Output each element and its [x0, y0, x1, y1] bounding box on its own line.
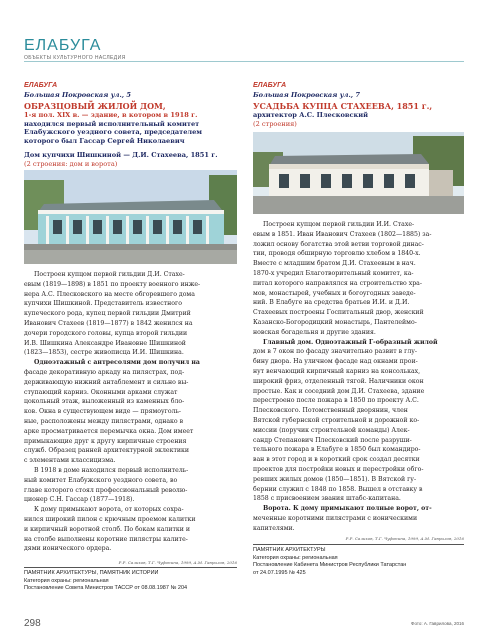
right-body-line: миссии (поручик строительной команды) Алек-	[253, 426, 410, 434]
left-meta-category: Категория охраны: региональная	[24, 577, 109, 584]
right-body-line: ревших жилых домов (1850—1851). В Вятской гу-	[253, 475, 417, 483]
left-subtitle-3: Елабужского уездного совета, председателем	[24, 128, 203, 136]
right-body-text	[253, 220, 464, 534]
right-subtitle-sub: (2 строения)	[253, 119, 297, 128]
right-body-line: бину двора. На уличном фасаде над окнами прои-	[253, 358, 418, 366]
left-body-line: ков. Окна в существующем виде — прямоуголь-	[24, 408, 182, 416]
right-body-line: евым в 1851. Иван Иванович Стахеев (1802—1885) за-	[253, 230, 432, 238]
right-entry-heading	[253, 82, 464, 128]
right-body-line: мов, монастырей, учебных и богоугодных заведе-	[253, 289, 416, 297]
left-body-line: нился широкий пилон с крючным проемом калитки	[24, 515, 196, 523]
left-body-line: И.В. Шишкина Александре Ивановне Шишкиной	[24, 339, 186, 347]
right-body-line: меченные коротними пилястрами с ионическими	[253, 514, 418, 522]
right-body-line: тельного пожара в Елабуге в 1850 был командиро-	[253, 446, 421, 454]
section-title: ЕЛАБУГА	[24, 37, 102, 54]
right-body-line: ний. В Елабуге на средства братьев И.И. и Д.И.	[253, 299, 410, 307]
left-body-line: дями ионического ордера.	[24, 545, 112, 553]
left-body-line: на столбе выполнены коротние пилястры калите-	[24, 535, 188, 543]
left-body-line: ступающий карниз. Оконными арками служат	[24, 388, 178, 396]
right-meta-decree: Постановление Кабинета Министров Республики Татарстан	[253, 562, 407, 568]
right-body-line: Плесковского. Потомственный дворянин, член	[253, 407, 408, 415]
right-meta-divider	[253, 544, 464, 545]
left-body-line: арке просматривается перемычка окна. Дом имеет	[24, 427, 194, 435]
left-body-line: примыкающие друг к другу кирпичные строения	[24, 437, 187, 445]
right-body-line: 1858 с присвоением звания штабс-капитана.	[253, 495, 401, 503]
right-meta-category: Категория охраны: региональная	[253, 554, 338, 561]
left-body-line: главе которого стоял профессиональный револю-	[24, 486, 188, 494]
right-body-line: Вятской губернской строительной и дорожной ко-	[253, 416, 420, 424]
left-body-line: дочери городского головы, купца второй гильдии	[24, 329, 188, 337]
left-body-line: и кирпичный воротной столб. По бокам калитки и	[24, 525, 190, 533]
left-body-line: Одноэтажный с антресолями дом получил на	[34, 359, 200, 367]
left-body-line: купчихи Шишкиной. Представитель известного	[24, 300, 182, 308]
left-subtitle-2: находился первый исполнительный комитет	[24, 119, 200, 128]
right-body-line: 1870-х учредил Благотворительный комитет, ка-	[253, 269, 414, 277]
right-body-line: широкий фриз, отделенный тягой. Наличники окон	[253, 377, 424, 385]
left-entry-heading	[24, 82, 235, 168]
left-city: ЕЛАБУГА	[24, 82, 58, 89]
left-body-line: ные, расположены между пилястрами, однако в	[24, 417, 184, 425]
header-divider	[24, 61, 464, 62]
right-meta-decree-date: от 24.07.1995 № 425	[253, 569, 306, 576]
right-object-title: УСАДЬБА КУПЦА СТАХЕЕВА, 1851 г.,	[253, 101, 433, 111]
left-body-line: Иванович Стахеев (1819—1877) в 1842 женился на	[24, 319, 193, 327]
left-body-line: купеческого рода, купец первой гильдии Дмитрий	[24, 310, 191, 318]
right-body-line: Построен купцом первой гильдии И.И. Стахе-	[263, 221, 415, 228]
left-body-line: (1823—1853), сестре живописца И.И. Шишкина.	[24, 349, 184, 357]
left-photo-caption: Дом купчихи Шишкиной — Д.И. Стахеева, 1851 г.	[24, 151, 218, 159]
section-subtitle: ОБЪЕКТЫ КУЛЬТУРНОГО НАСЛЕДИЯ	[24, 55, 126, 61]
left-body-line: нера А.С. Плесковского на месте обгоревшего дома	[24, 290, 195, 298]
left-body-line: ный комитет Елабужского уездного совета, во	[24, 476, 178, 484]
left-protection-info	[24, 570, 237, 593]
left-subtitle-1: 1-я пол. XIX в. — здание, в котором в 1918 г.	[24, 111, 198, 119]
left-body-line: К дому примыкают ворота, от которых сохра-	[34, 506, 184, 514]
right-body-line: Главный дом. Одноэтажный Г-образный жилой	[263, 338, 438, 346]
left-photo-caption-sub: (2 строения: дом и ворота)	[24, 159, 118, 168]
right-city: ЕЛАБУГА	[253, 82, 287, 89]
right-address: Большая Покровская ул., 7	[253, 90, 360, 99]
left-photo-credit: Р.Р. Салихов, Т.Г. Чуфонина, 1999, А.М. Гаврилов, 2016	[118, 560, 237, 565]
right-body-line: проектов для постройки новых и перестройки обго-	[253, 465, 424, 473]
left-address: Большая Покровская ул., 5	[24, 90, 131, 99]
right-body-line: дом в 7 окон по фасаду значительно развит в глу-	[253, 348, 417, 356]
left-meta-decree: Постановление Совета Министров ТАССР от 08.08.1987 № 204	[24, 585, 188, 591]
right-building-photo	[253, 132, 464, 214]
left-body-line: с элементами классицизма.	[24, 457, 116, 465]
left-body-line: Построен купцом первой гильдии Д.И. Стахе-	[34, 271, 185, 278]
right-photo-credit: Р.Р. Салихов, Т.Г. Чуфонина, 1999, А.М. Гаврилов, 2016	[345, 536, 464, 541]
left-body-line: евым (1819—1898) в 1851 по проекту военного инже-	[24, 280, 201, 288]
left-body-line: держивающую нижний антаблемент и сильно вы-	[24, 378, 189, 386]
left-body-text	[24, 270, 235, 554]
left-building-photo	[24, 170, 237, 264]
right-architect: архитектор А.С. Плесковский	[253, 111, 369, 119]
footer-photo-credit: Фото: А. Гаврилова, 2016	[411, 621, 464, 626]
right-body-line: Ворота. К дому примыкают полные ворот, от-	[263, 505, 432, 513]
right-body-line: бернии служил с 1848 по 1858. Вышел в отставку в	[253, 485, 423, 493]
left-meta-type: ПАМЯТНИК АРХИТЕКТУРЫ, ПАМЯТНИК ИСТОРИИ	[24, 570, 159, 576]
left-body-line: фасаде декоративную аркаду на пилястрах, под-	[24, 368, 185, 376]
right-protection-info	[253, 547, 464, 577]
right-body-line: капителями.	[253, 524, 295, 532]
left-body-line: ционер С.Н. Гассар (1877—1918).	[24, 496, 135, 504]
right-body-line: питал которого направлялся на строительство хра-	[253, 279, 422, 287]
left-subtitle-4: которого был Гассар Сергей Николаевич	[24, 136, 185, 145]
right-body-line: простые. Как и соседний дом Д.И. Стахеева, здание	[253, 387, 425, 395]
left-meta-divider	[24, 567, 237, 568]
right-body-line: перестроено после пожара в 1850 по проекту А.С.	[253, 397, 419, 405]
right-body-line: нут венчающий кирпичный карниз на консольках,	[253, 367, 421, 375]
right-meta-type: ПАМЯТНИК АРХИТЕКТУРЫ	[253, 547, 326, 553]
right-body-line: Стахеевых построены Госпитальный двор, женский	[253, 309, 424, 317]
right-body-line: Вместе с младшим братом Д.И. Стахеевым в нач.	[253, 260, 416, 268]
right-body-line: новская богадельня и другие здания.	[253, 328, 376, 336]
right-body-line: сандр Степанович Плесковский после разруши-	[253, 436, 412, 444]
left-body-line: цокольный этаж, выложенный из каменных бло-	[24, 398, 185, 406]
left-body-line: В 1918 в доме находился первый исполнитель-	[34, 466, 189, 474]
right-body-line: тии, проводя обширную торговлю хлебом в 1840-х.	[253, 250, 421, 258]
left-object-title: ОБРАЗЦОВЫЙ ЖИЛОЙ ДОМ,	[24, 101, 166, 111]
left-body-line: служб. Образец ранней архитектурной эклектики	[24, 447, 189, 455]
right-body-line: ложил основу богатства этой ветви торговой динас-	[253, 240, 424, 248]
right-body-line: Казанско-Богородицкий монастырь, Пантелеймо-	[253, 318, 417, 326]
right-body-line: ван в этот город и в короткий срок создал десятки	[253, 456, 420, 464]
page-number: 298	[24, 618, 41, 629]
